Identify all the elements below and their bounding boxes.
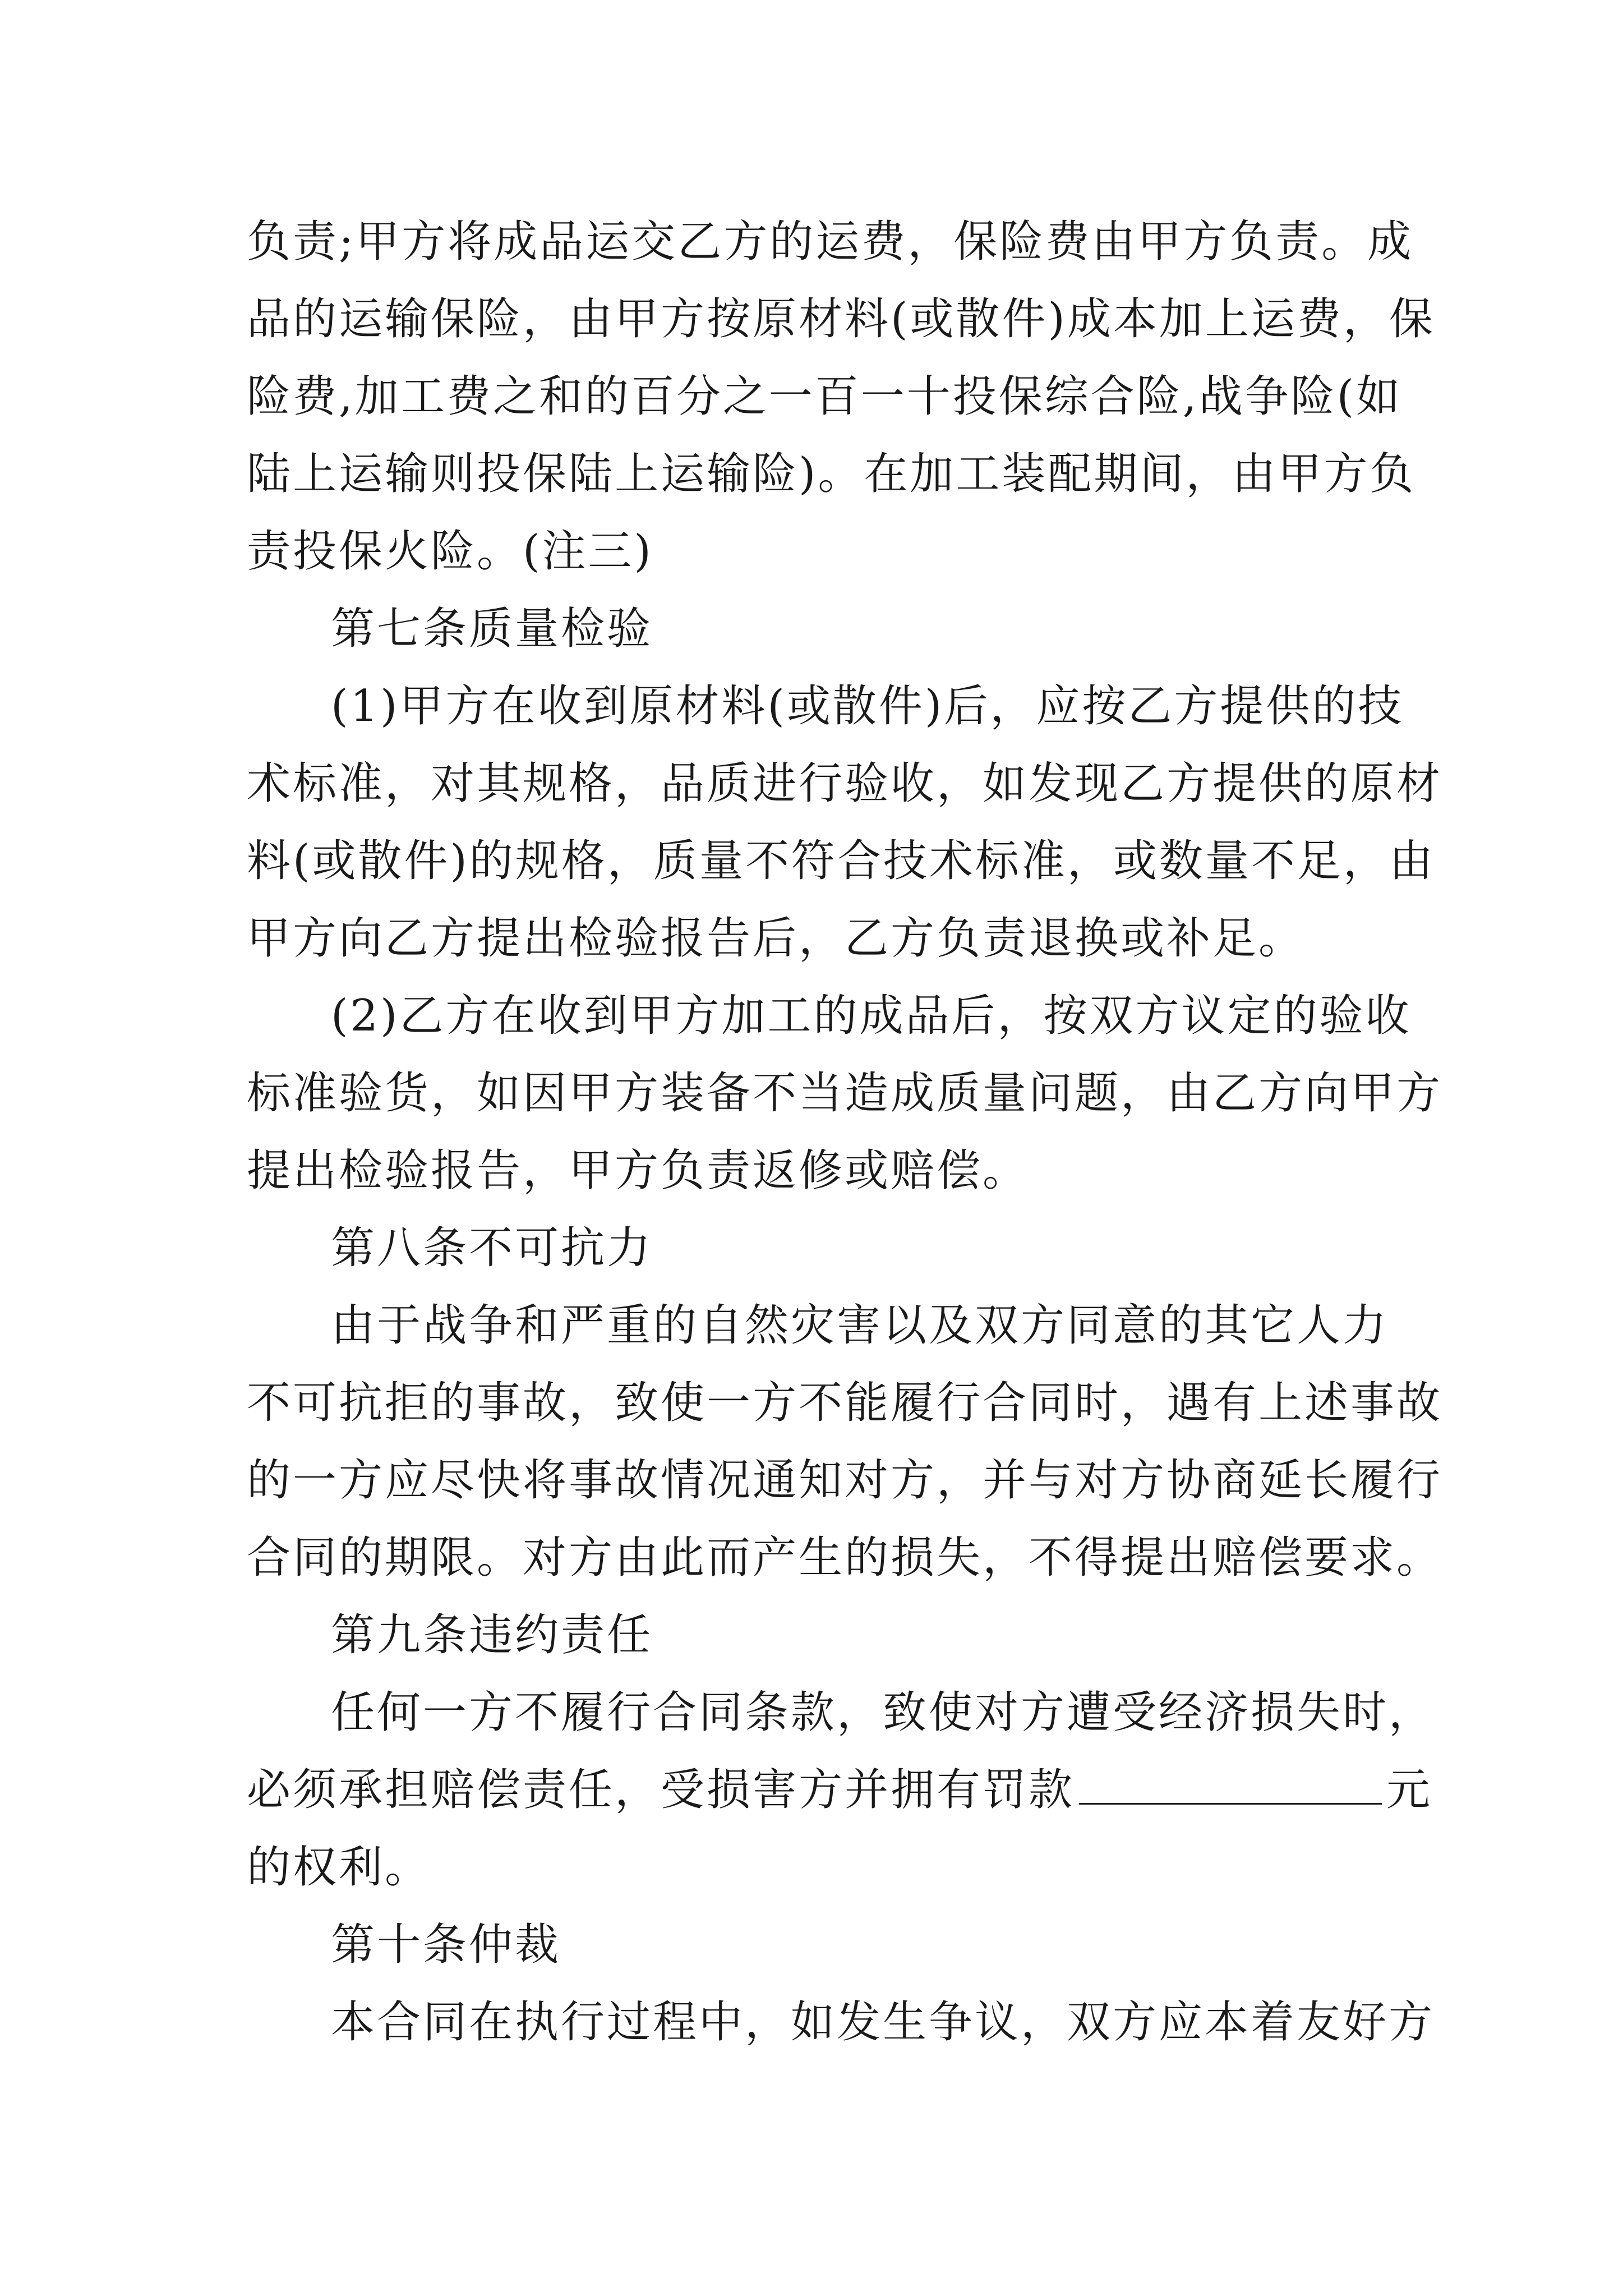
- paragraph-line: 标准验货，如因甲方装备不当造成质量问题，由乙方向甲方: [247, 1068, 1443, 1119]
- paragraph-line: 本合同在执行过程中，如发生争议，双方应本着友好方: [331, 1997, 1435, 2047]
- paragraph-line: 责投保火险。(注三): [247, 526, 653, 577]
- fill-in-blank-amount[interactable]: [1079, 1769, 1382, 1805]
- paragraph-line: (2)乙方在收到甲方加工的成品后，按双方议定的验收: [331, 991, 1412, 1041]
- currency-unit: 元: [1386, 1765, 1433, 1815]
- paragraph-line: (1)甲方在收到原材料(或散件)后，应按乙方提供的技: [331, 681, 1404, 731]
- paragraph-line: 甲方向乙方提出检验报告后，乙方负责退换或补足。: [247, 913, 1305, 964]
- paragraph-line: 合同的期限。对方由此而产生的损失，不得提出赔偿要求。: [247, 1533, 1443, 1583]
- paragraph-line-with-blank: [247, 1751, 1433, 1829]
- paragraph-line: 的一方应尽快将事故情况通知对方，并与对方协商延长履行: [247, 1455, 1443, 1506]
- section-heading-article-9: 第九条违约责任: [331, 1610, 653, 1660]
- paragraph-line: 的权利。: [247, 1842, 431, 1893]
- paragraph-line: 提出检验报告，甲方负责返修或赔偿。: [247, 1145, 1029, 1196]
- section-heading-article-8: 第八条不可抗力: [331, 1223, 653, 1273]
- paragraph-line: 料(或散件)的规格，质量不符合技术标准，或数量不足，由: [247, 836, 1435, 886]
- penalty-clause-text: 必须承担赔偿责任，受损害方并拥有罚款: [247, 1765, 1075, 1815]
- paragraph-line: 任何一方不履行合同条款，致使对方遭受经济损失时，: [331, 1687, 1435, 1738]
- paragraph-line: 由于战争和严重的自然灾害以及双方同意的其它人力: [331, 1300, 1389, 1351]
- paragraph-line: 险费,加工费之和的百分之一百一十投保综合险,战争险(如: [247, 371, 1403, 422]
- paragraph-line: 品的运输保险，由甲方按原材料(或散件)成本加上运费，保: [247, 294, 1435, 344]
- paragraph-line: 术标准，对其规格，品质进行验收，如发现乙方提供的原材: [247, 758, 1443, 809]
- section-heading-article-7: 第七条质量检验: [331, 604, 653, 654]
- paragraph-line: 负责;甲方将成品运交乙方的运费，保险费由甲方负责。成: [247, 217, 1414, 267]
- paragraph-line: 陆上运输则投保陆上运输险)。在加工装配期间，由甲方负: [247, 449, 1416, 499]
- paragraph-line: 不可抗拒的事故，致使一方不能履行合同时，遇有上述事故: [247, 1378, 1443, 1428]
- section-heading-article-10: 第十条仲裁: [331, 1920, 561, 1970]
